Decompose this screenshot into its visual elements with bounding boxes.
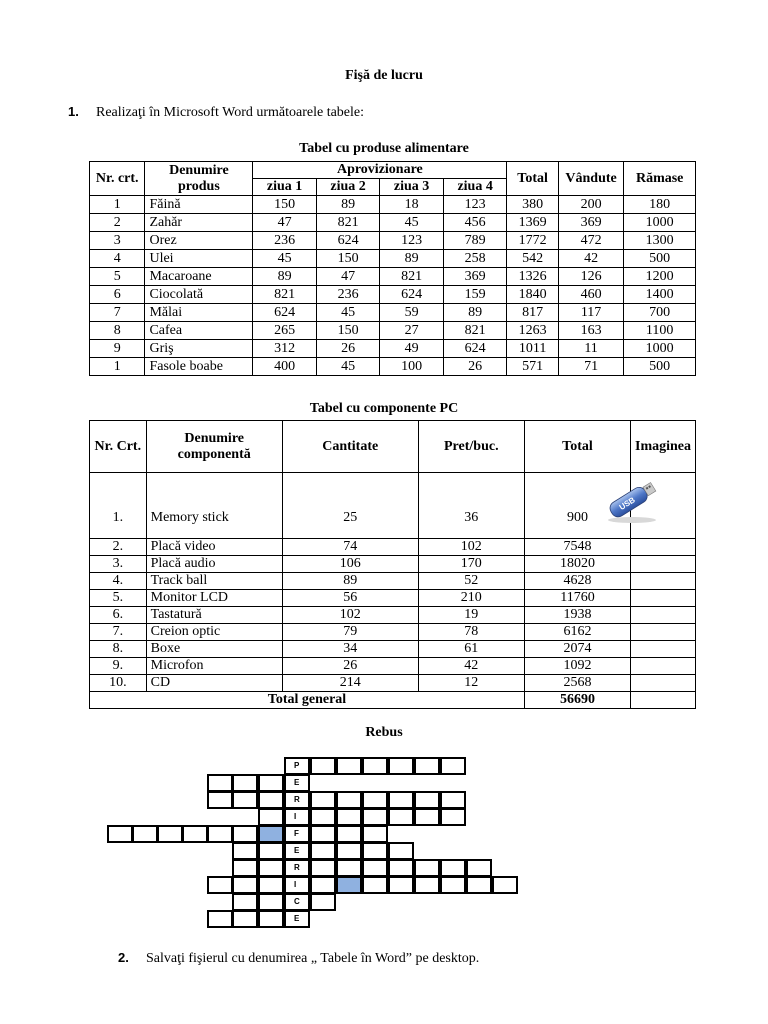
crossword-cell[interactable] [388, 791, 414, 809]
table-cell: 89 [316, 196, 380, 214]
table-row [90, 214, 696, 232]
table-cell: 2568 [524, 675, 630, 692]
table2-caption: Tabel cu componente PC [309, 401, 459, 416]
table-cell: 1092 [524, 658, 630, 675]
crossword-cell[interactable] [232, 876, 258, 894]
table-cell: 11760 [524, 590, 630, 607]
table-row [90, 556, 696, 573]
table-cell: 624 [443, 340, 507, 358]
crossword-cell[interactable] [362, 791, 388, 809]
table-cell: 89 [380, 250, 444, 268]
table-cell: 126 [558, 268, 624, 286]
table-cell: 74 [282, 539, 418, 556]
crossword-cell[interactable] [492, 876, 518, 894]
table1-caption: Tabel cu produse alimentare [299, 141, 469, 156]
crossword-key-cell[interactable] [284, 791, 310, 809]
crossword-cell[interactable] [414, 791, 440, 809]
table-cell: Orez [145, 232, 253, 250]
table-cell: Mălai [145, 304, 253, 322]
table-cell: 571 [507, 358, 558, 376]
crossword-key-cell[interactable] [284, 876, 310, 894]
table-row [90, 250, 696, 268]
table-cell: 89 [282, 573, 418, 590]
header-denumire-componenta: Denumire componentă [146, 421, 282, 473]
table-cell: 100 [380, 358, 444, 376]
crossword-key-letter: E [294, 846, 300, 855]
table-cell: Track ball [146, 573, 282, 590]
table-cell: Cafea [145, 322, 253, 340]
table-cell: Macaroane [145, 268, 253, 286]
table-cell: 3. [90, 556, 147, 573]
header-ziua1: ziua 1 [253, 179, 317, 196]
table-cell: 821 [380, 268, 444, 286]
table-cell: 36 [418, 473, 524, 539]
header-pret: Pret/buc. [418, 421, 524, 473]
crossword-cell[interactable] [336, 825, 362, 843]
crossword-key-letter: R [294, 795, 300, 804]
crossword-cell[interactable] [207, 791, 233, 809]
pc-components-table [89, 420, 696, 709]
table-cell: 1263 [507, 322, 558, 340]
header-cantitate: Cantitate [282, 421, 418, 473]
table-cell: 500 [624, 358, 696, 376]
table-cell: 26 [316, 340, 380, 358]
table-row [90, 607, 696, 624]
crossword-cell[interactable] [336, 842, 362, 860]
crossword-key-letter: E [294, 914, 300, 923]
image-cell [631, 624, 696, 641]
rebus-caption: Rebus [365, 725, 403, 740]
table-row [90, 641, 696, 658]
crossword-cell[interactable] [388, 757, 414, 775]
table-cell: 8 [90, 322, 145, 340]
crossword-cell[interactable] [310, 757, 336, 775]
table-cell: 1000 [624, 340, 696, 358]
crossword-cell[interactable] [157, 825, 183, 843]
table-cell: Zahăr [145, 214, 253, 232]
header-denumire: Denumire produs [145, 162, 253, 196]
usb-stick-icon [604, 474, 660, 524]
crossword-cell[interactable] [362, 757, 388, 775]
crossword-cell[interactable] [107, 825, 133, 843]
table-cell: 4. [90, 573, 147, 590]
crossword-cell[interactable] [258, 791, 284, 809]
table-cell: 500 [624, 250, 696, 268]
crossword-cell[interactable] [336, 808, 362, 826]
crossword-key-cell[interactable] [284, 842, 310, 860]
crossword-cell[interactable] [258, 842, 284, 860]
crossword-cell[interactable] [336, 757, 362, 775]
task-2-text: Salvaţi fişierul cu denumirea „ Tabele în Word” pe desktop. [146, 951, 480, 966]
table-cell: 624 [253, 304, 317, 322]
table-cell: 214 [282, 675, 418, 692]
table-cell: 159 [443, 286, 507, 304]
table-cell: 700 [624, 304, 696, 322]
table-row [90, 539, 696, 556]
table-cell: 150 [316, 322, 380, 340]
table-cell: 265 [253, 322, 317, 340]
table-cell: 45 [316, 304, 380, 322]
table-cell: 79 [282, 624, 418, 641]
crossword-cell[interactable] [440, 791, 466, 809]
table-cell: 2 [90, 214, 145, 232]
table-row [90, 286, 696, 304]
crossword-cell[interactable] [336, 859, 362, 877]
table-cell: 1938 [524, 607, 630, 624]
table-cell: 210 [418, 590, 524, 607]
table-cell: 9. [90, 658, 147, 675]
crossword-cell[interactable] [362, 842, 388, 860]
table-row [90, 268, 696, 286]
crossword-key-cell[interactable] [284, 774, 310, 792]
table-cell: 47 [316, 268, 380, 286]
crossword-key-cell[interactable] [284, 910, 310, 928]
crossword-key-letter: I [294, 812, 297, 821]
header-imaginea: Imaginea [631, 421, 696, 473]
table-cell: Fasole boabe [145, 358, 253, 376]
crossword-cell[interactable] [182, 825, 208, 843]
image-cell [631, 590, 696, 607]
table-cell: 150 [253, 196, 317, 214]
crossword-key-cell[interactable] [284, 893, 310, 911]
table-row [90, 232, 696, 250]
crossword-cell[interactable] [258, 859, 284, 877]
table-row [90, 675, 696, 692]
crossword-cell[interactable] [258, 774, 284, 792]
table-cell: Ciocolată [145, 286, 253, 304]
table-cell: 1 [90, 196, 145, 214]
table-cell: 2074 [524, 641, 630, 658]
crossword-cell[interactable] [310, 825, 336, 843]
table-cell: 34 [282, 641, 418, 658]
table-cell: 10. [90, 675, 147, 692]
crossword-key-letter: R [294, 863, 300, 872]
crossword-cell[interactable] [388, 876, 414, 894]
table-cell: 3 [90, 232, 145, 250]
table-cell: 150 [316, 250, 380, 268]
table-cell: 117 [558, 304, 624, 322]
table-cell: 45 [316, 358, 380, 376]
table-cell: 26 [282, 658, 418, 675]
crossword-cell[interactable] [232, 893, 258, 911]
table-cell: 369 [443, 268, 507, 286]
table-cell: 1200 [624, 268, 696, 286]
table-cell: 47 [253, 214, 317, 232]
header-ziua3: ziua 3 [380, 179, 444, 196]
crossword-cell[interactable] [440, 859, 466, 877]
table-cell: 180 [624, 196, 696, 214]
table-cell: 18 [380, 196, 444, 214]
crossword-cell[interactable] [388, 808, 414, 826]
table-cell: 26 [443, 358, 507, 376]
crossword-cell[interactable] [207, 910, 233, 928]
crossword-cell[interactable] [258, 876, 284, 894]
crossword-key-cell[interactable] [284, 825, 310, 843]
table-cell: 18020 [524, 556, 630, 573]
header-nr: Nr. crt. [90, 162, 145, 196]
food-products-table [89, 161, 696, 376]
crossword-cell[interactable] [258, 825, 284, 843]
crossword-cell[interactable] [362, 808, 388, 826]
table-cell: CD [146, 675, 282, 692]
table-cell: 42 [418, 658, 524, 675]
table-cell: Boxe [146, 641, 282, 658]
table-cell: 7. [90, 624, 147, 641]
crossword-cell[interactable] [310, 842, 336, 860]
crossword-cell[interactable] [132, 825, 158, 843]
crossword-cell[interactable] [310, 791, 336, 809]
table-cell: 817 [507, 304, 558, 322]
table-cell: 1840 [507, 286, 558, 304]
table-cell: 102 [282, 607, 418, 624]
table-cell: 4628 [524, 573, 630, 590]
table-cell: 25 [282, 473, 418, 539]
table-cell: Făină [145, 196, 253, 214]
table-cell: 56 [282, 590, 418, 607]
header-total: Total [507, 162, 558, 196]
table-cell: 6162 [524, 624, 630, 641]
table-cell: 7 [90, 304, 145, 322]
table-cell: 472 [558, 232, 624, 250]
table-cell: Placă audio [146, 556, 282, 573]
crossword-cell[interactable] [310, 893, 336, 911]
crossword-cell[interactable] [362, 825, 388, 843]
crossword-cell[interactable] [232, 791, 258, 809]
table-cell: 102 [418, 539, 524, 556]
crossword-cell[interactable] [362, 859, 388, 877]
table-cell: 123 [443, 196, 507, 214]
crossword-cell[interactable] [207, 876, 233, 894]
food-table-body [90, 196, 696, 376]
table-cell: 6. [90, 607, 147, 624]
crossword-cell[interactable] [388, 842, 414, 860]
header-vandute: Vândute [558, 162, 624, 196]
page-title: Fişă de lucru [345, 68, 423, 83]
table-row [90, 340, 696, 358]
crossword-key-cell[interactable] [284, 859, 310, 877]
table-cell: 1011 [507, 340, 558, 358]
header-aprovizionare: Aprovizionare [253, 162, 507, 179]
table-row [90, 358, 696, 376]
image-cell [631, 573, 696, 590]
header-ramase: Rămase [624, 162, 696, 196]
crossword-cell[interactable] [414, 859, 440, 877]
total-general-label: Total general [90, 692, 525, 709]
task-1-number: 1. [68, 104, 79, 119]
table-cell: 49 [380, 340, 444, 358]
table-row [90, 573, 696, 590]
table-cell: 9 [90, 340, 145, 358]
table-cell: 89 [253, 268, 317, 286]
table-cell: 460 [558, 286, 624, 304]
crossword-key-cell[interactable] [284, 757, 310, 775]
crossword-cell[interactable] [466, 876, 492, 894]
table-cell: Tastatură [146, 607, 282, 624]
crossword-cell[interactable] [336, 791, 362, 809]
header-ziua2: ziua 2 [316, 179, 380, 196]
table-cell: 900 [524, 473, 630, 539]
table-cell: 5 [90, 268, 145, 286]
table-cell: 1369 [507, 214, 558, 232]
usb-label: USB [617, 495, 637, 512]
crossword-cell[interactable] [336, 876, 362, 894]
crossword-cell[interactable] [258, 808, 284, 826]
table-cell: 1. [90, 473, 147, 539]
crossword-cell[interactable] [258, 910, 284, 928]
table-cell: 1 [90, 358, 145, 376]
crossword-key-letter: C [294, 897, 300, 906]
table-row [90, 658, 696, 675]
table-cell: 78 [418, 624, 524, 641]
table-row [90, 304, 696, 322]
crossword-cell[interactable] [258, 893, 284, 911]
table-cell: 7548 [524, 539, 630, 556]
table-cell: 312 [253, 340, 317, 358]
table-cell: 4 [90, 250, 145, 268]
crossword-key-letter: F [294, 829, 299, 838]
table-cell: 624 [380, 286, 444, 304]
table-cell: 2. [90, 539, 147, 556]
crossword-cell[interactable] [232, 774, 258, 792]
crossword-cell[interactable] [310, 859, 336, 877]
crossword-cell[interactable] [388, 859, 414, 877]
table-cell: 821 [443, 322, 507, 340]
crossword-key-letter: E [294, 778, 300, 787]
crossword-cell[interactable] [232, 910, 258, 928]
crossword-key-letter: P [294, 761, 300, 770]
table-cell: 821 [316, 214, 380, 232]
header-total: Total [524, 421, 630, 473]
table-cell: 45 [380, 214, 444, 232]
table-cell: 1100 [624, 322, 696, 340]
image-cell [631, 675, 696, 692]
table-cell: 236 [316, 286, 380, 304]
table-cell: 59 [380, 304, 444, 322]
crossword-cell[interactable] [466, 859, 492, 877]
table-cell: 45 [253, 250, 317, 268]
empty-cell [631, 692, 696, 709]
crossword-cell[interactable] [414, 876, 440, 894]
table-cell: Monitor LCD [146, 590, 282, 607]
table-cell: Memory stick [146, 473, 282, 539]
crossword-cell[interactable] [232, 825, 258, 843]
table-cell: 542 [507, 250, 558, 268]
image-cell [631, 641, 696, 658]
table-cell: Creion optic [146, 624, 282, 641]
table-cell: 400 [253, 358, 317, 376]
crossword-cell[interactable] [310, 876, 336, 894]
table-cell: 27 [380, 322, 444, 340]
table-row [90, 590, 696, 607]
table-cell: 123 [380, 232, 444, 250]
crossword-cell[interactable] [232, 859, 258, 877]
table-cell: 71 [558, 358, 624, 376]
table-cell: 456 [443, 214, 507, 232]
task-2-number: 2. [118, 950, 129, 965]
table-cell: Placă video [146, 539, 282, 556]
table-cell: 5. [90, 590, 147, 607]
table-cell: 106 [282, 556, 418, 573]
table-cell: 1300 [624, 232, 696, 250]
table-cell: 624 [316, 232, 380, 250]
crossword-cell[interactable] [440, 876, 466, 894]
table-cell: Microfon [146, 658, 282, 675]
header-nr-crt: Nr. Crt. [90, 421, 147, 473]
table-cell: 789 [443, 232, 507, 250]
crossword-cell[interactable] [414, 757, 440, 775]
table-cell: 19 [418, 607, 524, 624]
crossword-key-cell[interactable] [284, 808, 310, 826]
task-2 [118, 950, 479, 967]
table-cell: Griş [145, 340, 253, 358]
table-cell: 821 [253, 286, 317, 304]
task-1 [68, 104, 364, 121]
table-cell: 1000 [624, 214, 696, 232]
table-cell: 1772 [507, 232, 558, 250]
table-cell: Ulei [145, 250, 253, 268]
table-cell: 170 [418, 556, 524, 573]
table-row [90, 624, 696, 641]
crossword-key-letter: I [294, 880, 297, 889]
table-cell: 12 [418, 675, 524, 692]
table-cell: 61 [418, 641, 524, 658]
crossword-cell[interactable] [414, 808, 440, 826]
crossword-cell[interactable] [440, 757, 466, 775]
table-cell: 8. [90, 641, 147, 658]
table-cell: 1326 [507, 268, 558, 286]
table-cell: 11 [558, 340, 624, 358]
task-1-text: Realizaţi în Microsoft Word următoarele tabele: [96, 105, 365, 120]
crossword-cell[interactable] [310, 808, 336, 826]
table-cell: 369 [558, 214, 624, 232]
table-cell: 163 [558, 322, 624, 340]
table-cell: 1400 [624, 286, 696, 304]
image-cell [631, 556, 696, 573]
crossword-cell[interactable] [440, 808, 466, 826]
table-row [90, 196, 696, 214]
table-cell: 200 [558, 196, 624, 214]
table-cell: 89 [443, 304, 507, 322]
crossword-cell[interactable] [207, 825, 233, 843]
table-cell: 42 [558, 250, 624, 268]
image-cell [631, 539, 696, 556]
header-ziua4: ziua 4 [443, 179, 507, 196]
table-cell: 52 [418, 573, 524, 590]
table-cell: 236 [253, 232, 317, 250]
image-cell [631, 658, 696, 675]
crossword-cell[interactable] [232, 842, 258, 860]
table-cell: 380 [507, 196, 558, 214]
total-general-value: 56690 [524, 692, 630, 709]
table-cell: 258 [443, 250, 507, 268]
crossword-cell[interactable] [362, 876, 388, 894]
image-cell [631, 607, 696, 624]
crossword-cell[interactable] [207, 774, 233, 792]
table-row [90, 322, 696, 340]
table-cell: 6 [90, 286, 145, 304]
